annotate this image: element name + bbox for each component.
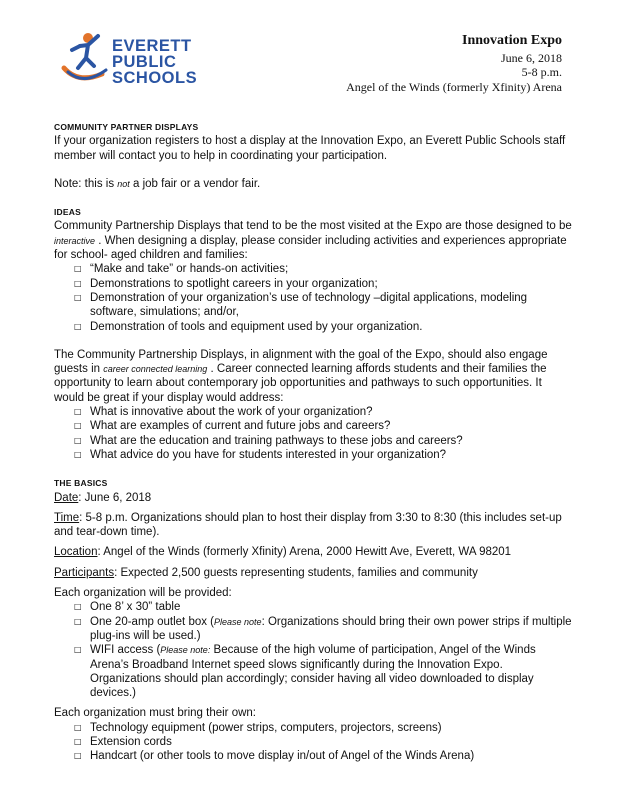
bullet-icon: □ bbox=[74, 292, 82, 302]
location-value: : Angel of the Winds (formerly Xfinity) Arena, 2000 Hewitt Ave, Everett, WA 98201 bbox=[97, 546, 512, 559]
list-item bbox=[54, 262, 574, 276]
ideas-intro bbox=[54, 219, 574, 262]
list-item-text: Demonstrations to spotlight careers in your organization; bbox=[90, 277, 378, 290]
participants-value: : Expected 2,500 guests representing students, families and community bbox=[114, 566, 478, 579]
questions-list bbox=[54, 405, 574, 462]
participants-label: Participants bbox=[54, 566, 115, 579]
document-body bbox=[54, 120, 574, 764]
provided-2-emphasis: Please note bbox=[214, 616, 262, 627]
event-title: Innovation Expo bbox=[462, 33, 562, 48]
list-item-text: Handcart (or other tools to move display in/out of Angel of the Winds Arena) bbox=[90, 750, 475, 763]
bullet-icon: □ bbox=[74, 321, 82, 331]
provided-3a: WIFI access ( bbox=[90, 644, 161, 657]
list-item-text: What are examples of current and future jobs and careers? bbox=[90, 420, 391, 433]
event-header bbox=[346, 34, 562, 94]
community-note bbox=[54, 177, 574, 191]
community-text: If your organization registers to host a display at the Innovation Expo, an Everett Public Schools staff member will contact you to help in coordinating your participation. bbox=[54, 135, 566, 162]
ideas-intro-emphasis: interactive bbox=[54, 235, 96, 246]
ideas-paragraph-2 bbox=[54, 348, 574, 405]
provided-list bbox=[54, 600, 574, 700]
bullet-icon: □ bbox=[74, 264, 82, 274]
bullet-icon: □ bbox=[74, 278, 82, 288]
list-item bbox=[54, 643, 574, 700]
bring-list bbox=[54, 721, 574, 764]
para2-b: . Career connected learning affords students and their families the opportunity to learn about contemporary job opportunities and pathways to such opportunities. It would be great if your display would address: bbox=[54, 363, 547, 404]
bullet-icon: □ bbox=[74, 616, 82, 626]
bullet-icon: □ bbox=[74, 407, 82, 417]
bullet-icon: □ bbox=[74, 449, 82, 459]
location-label: Location bbox=[54, 546, 98, 559]
ideas-intro-b: . When designing a display, please consider including activities and experiences appropriate for school- aged children and families: bbox=[54, 234, 567, 262]
bullet-icon: □ bbox=[74, 421, 82, 431]
time-value: : 5-8 p.m. Organizations should plan to host their display from 3:30 to 8:30 (this includes set-up and tear-down time). bbox=[54, 511, 562, 539]
list-item bbox=[54, 749, 574, 763]
ideas-intro-a: Community Partnership Displays that tend to be the most visited at the Expo are those designed to be bbox=[54, 220, 572, 233]
note-prefix: Note: this is bbox=[54, 177, 115, 190]
list-item bbox=[54, 291, 574, 320]
list-item bbox=[54, 320, 574, 334]
list-item-text: What advice do you have for students interested in your organization? bbox=[90, 448, 447, 461]
provided-2b: : Organizations should bring their own power strips if multiple plug-ins will be used.) bbox=[90, 615, 572, 642]
ideas-heading: IDEAS bbox=[54, 207, 81, 218]
basics-time bbox=[54, 511, 574, 540]
bullet-icon: □ bbox=[74, 751, 82, 761]
district-logo bbox=[58, 28, 218, 88]
provided-2a: One 20-amp outlet box ( bbox=[90, 615, 215, 628]
bullet-icon: □ bbox=[74, 736, 82, 746]
list-item bbox=[54, 721, 574, 735]
list-item-text: Demonstration of your organization’s use of technology –digital applications, modeling software, simulations; and/or, bbox=[90, 291, 528, 319]
bullet-icon: □ bbox=[74, 602, 82, 612]
bring-intro: Each organization must bring their own: bbox=[54, 707, 256, 720]
list-item bbox=[54, 434, 574, 448]
basics-date bbox=[54, 491, 574, 505]
event-date: June 6, 2018 bbox=[501, 50, 562, 65]
provided-3-emphasis: Please note: bbox=[160, 645, 211, 656]
logo-emblem-icon bbox=[58, 28, 118, 88]
time-label: Time bbox=[54, 511, 80, 524]
list-item bbox=[54, 735, 574, 749]
ideas-list bbox=[54, 262, 574, 333]
list-item bbox=[54, 448, 574, 462]
basics-location bbox=[54, 545, 574, 559]
event-time: 5-8 p.m. bbox=[521, 65, 562, 79]
list-item-text: What are the education and training pathways to these jobs and careers? bbox=[90, 434, 463, 447]
logo-line-3: SCHOOLS bbox=[112, 69, 198, 87]
provided-intro: Each organization will be provided: bbox=[54, 587, 232, 600]
event-venue: Angel of the Winds (formerly Xfinity) Arena bbox=[346, 79, 562, 94]
bullet-icon: □ bbox=[74, 435, 82, 445]
list-item bbox=[54, 600, 574, 614]
date-label: Date bbox=[54, 491, 79, 504]
list-item bbox=[54, 405, 574, 419]
para2-emphasis: career connected learning bbox=[103, 364, 208, 375]
basics-heading: THE BASICS bbox=[54, 478, 108, 489]
logo-line-2: PUBLIC bbox=[112, 53, 177, 71]
list-item-text: Technology equipment (power strips, computers, projectors, screens) bbox=[90, 721, 442, 734]
list-item bbox=[54, 615, 574, 644]
provided-3b: Because of the high volume of participation, Angel of the Winds Arena’s Broadband Internet speed slows significantly during the Innovation Expo. Organizations should plan accordingly; consider having all video downloaded to display devices.) bbox=[90, 644, 536, 700]
list-item-text: What is innovative about the work of your organization? bbox=[90, 406, 373, 419]
note-suffix: a job fair or a vendor fair. bbox=[133, 177, 261, 190]
list-item-text: “Make and take” or hands-on activities; bbox=[90, 263, 289, 276]
list-item bbox=[54, 419, 574, 433]
logo-text bbox=[112, 38, 197, 86]
list-item bbox=[54, 277, 574, 291]
para2-a: The Community Partnership Displays, in alignment with the goal of the Expo, should also engage guests in bbox=[54, 348, 548, 376]
note-emphasis: not bbox=[117, 178, 130, 189]
list-item-text: One 8’ x 30” table bbox=[90, 601, 181, 614]
logo-line-1: EVERETT bbox=[112, 37, 192, 55]
bullet-icon: □ bbox=[74, 722, 82, 732]
basics-participants bbox=[54, 566, 574, 580]
list-item-text: Demonstration of tools and equipment used by your organization. bbox=[90, 320, 423, 333]
bullet-icon: □ bbox=[74, 645, 82, 655]
community-heading: COMMUNITY PARTNER DISPLAYS bbox=[54, 122, 199, 132]
date-value: : June 6, 2018 bbox=[78, 491, 152, 504]
list-item-text: Extension cords bbox=[90, 735, 172, 748]
